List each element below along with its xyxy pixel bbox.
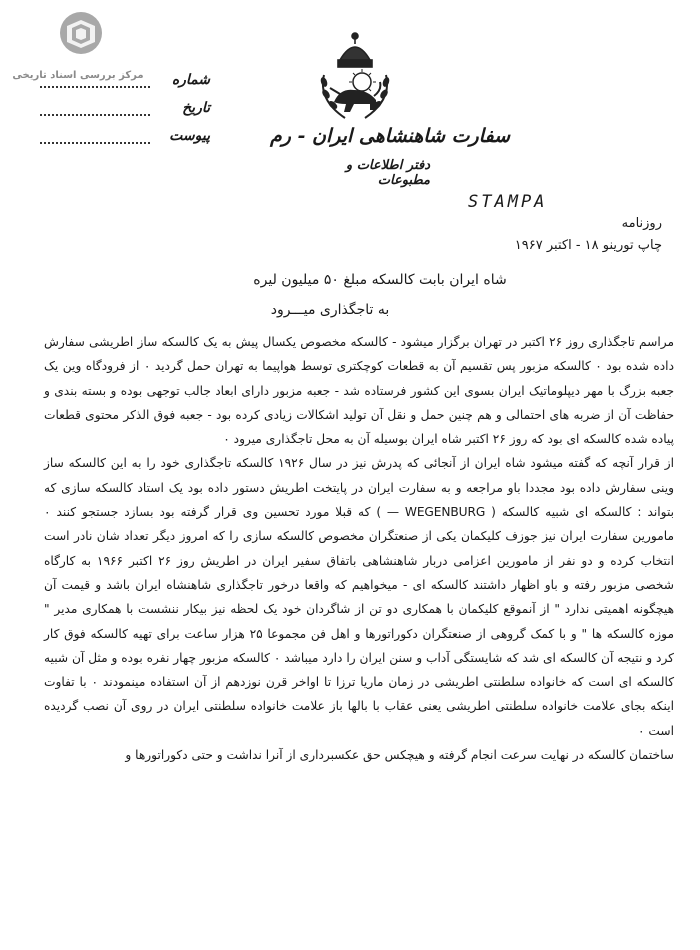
article-title-line1: شاه ایران بابت کالسکه مبلغ ۵۰ میلیون لیره bbox=[253, 272, 507, 288]
newspaper-name-latin: STAMPA bbox=[468, 192, 548, 212]
embassy-heading: سفارت شاهنشاهی ایران - رم bbox=[269, 125, 510, 147]
field-number bbox=[40, 70, 210, 98]
article-body bbox=[44, 330, 674, 767]
field-attachment bbox=[40, 126, 210, 154]
field-label: تاریخ bbox=[182, 100, 210, 116]
field-date bbox=[40, 98, 210, 126]
paragraph: مراسم تاجگذاری روز ۲۶ اکتبر در تهران برگزار میشود - کالسکه مخصوص یکسال پیش به یک کالسکه ساز اطریشی سفارش داده شده بود ۰ کالسکه مزبور پس تقسیم آن به قطعات کوچکتری توسط هواپیما به تهران حمل گردید ۰ از فرودگاه وین یک جعبه بزرگ با مهر دیپلوماتیک ایران بسوی این کشور فرستاده شد - جعبه مزبور دارای ابعاد جالب توجهی بوده و بسته بندی و حفاظت آن از ضربه های احتمالی و هم چنین حمل و نقل آن تولید اشکالات زیادی کرده بود - جعبه فوق الذکر محتوی قطعات پیاده شده کالسکه ای بود که روز ۲۶ اکتبر شاه ایران بوسیله آن به محل تاجگذاری میرود ۰ bbox=[44, 335, 674, 447]
paragraph: ساختمان کالسکه در نهایت سرعت انجام گرفته و هیچکس حق عکسبرداری از آنرا نداشت و حتی دکوراتورها و bbox=[125, 748, 674, 763]
lion-and-sun-crown-emblem bbox=[310, 30, 400, 125]
field-label: پیوست bbox=[169, 128, 210, 144]
archive-logo-icon bbox=[58, 10, 104, 56]
watermark-text: مرکز بررسی اسناد تاریخی bbox=[12, 70, 144, 81]
dotted-line bbox=[40, 142, 150, 144]
dotted-line bbox=[40, 86, 150, 88]
publication-date: چاپ تورینو ۱۸ - اکتبر ۱۹۶۷ bbox=[514, 238, 662, 253]
paragraph: از قرار آنچه که گفته میشود شاه ایران از آنجائی که پدرش نیز در سال ۱۹۲۶ کالسکه تاجگذاری خود را به این کالسکه ساز وینی سفارش داده بود مجددا باو مراجعه و به سفارت ایران در پایتخت اطریش دستور داده بود یک استاد کالسکه سازی که بتواند : کالسکه ای شبیه کالسکه ( WEGENBURG — ) که قبلا مورد تحسین وی قرار گرفته بود بسازد جستجو کنند ۰ مامورین سفارت ایران نیز جوزف کلیکمان یکی از صنعتگران مخصوص کالسکه سازی را که امروز دیگر تعداد شان نادر است انتخاب کرده و دو نفر از مامورین اعزامی دربار شاهنشاهی باتفاق سفیر ایران در اطریش روز ۲۶ اکتبر ۱۹۶۶ به کارگاه شخصی مزبور رفته و باو اظهار داشتند کالسکه ای - میخواهیم که واقعا درخور تاجگذاری شاهنشاه ایران باشد و قیمت آن هیچگونه اهمیتی ندارد " از آنموقع کلیکمان با همکاری دو تن از شاگردان خود یک لحظه نیز بیکار ننشست با همکاری مدیر " موزه کالسکه ها " و با کمک گروهی از صنعتگران دکوراتورها و اهل فن مجموعا ۲۵ هزار ساعت برای تهیه کالسکه فوق کار کرد و نتیجه آن کالسکه ای شد که شایستگی آداب و سنن ایران را دارد میباشد ۰ کالسکه مزبور چهار نفره بوده و مثل آن شبیه کالسکه ای است که خانواده سلطنتی اطریشی در زمان ماریا ترزا تا اواخر قرن نوزدهم از آن استفاده مینمودند ۰ با تفاوت اینکه بجای علامت خانواده سلطنتی اطریشی یعنی عقاب با بالها باز علامت خانواده سلطنتی ایران در روی آن نصب گردیده است ۰ bbox=[44, 456, 675, 738]
newspaper-label: روزنامه bbox=[621, 216, 662, 231]
department-heading: دفتر اطلاعات و مطبوعات bbox=[345, 158, 430, 188]
field-label: شماره bbox=[171, 72, 210, 88]
letterhead-fields bbox=[40, 70, 210, 154]
dotted-line bbox=[40, 114, 150, 116]
article-title-line2: به تاجگذاری میـــرود bbox=[270, 302, 390, 318]
